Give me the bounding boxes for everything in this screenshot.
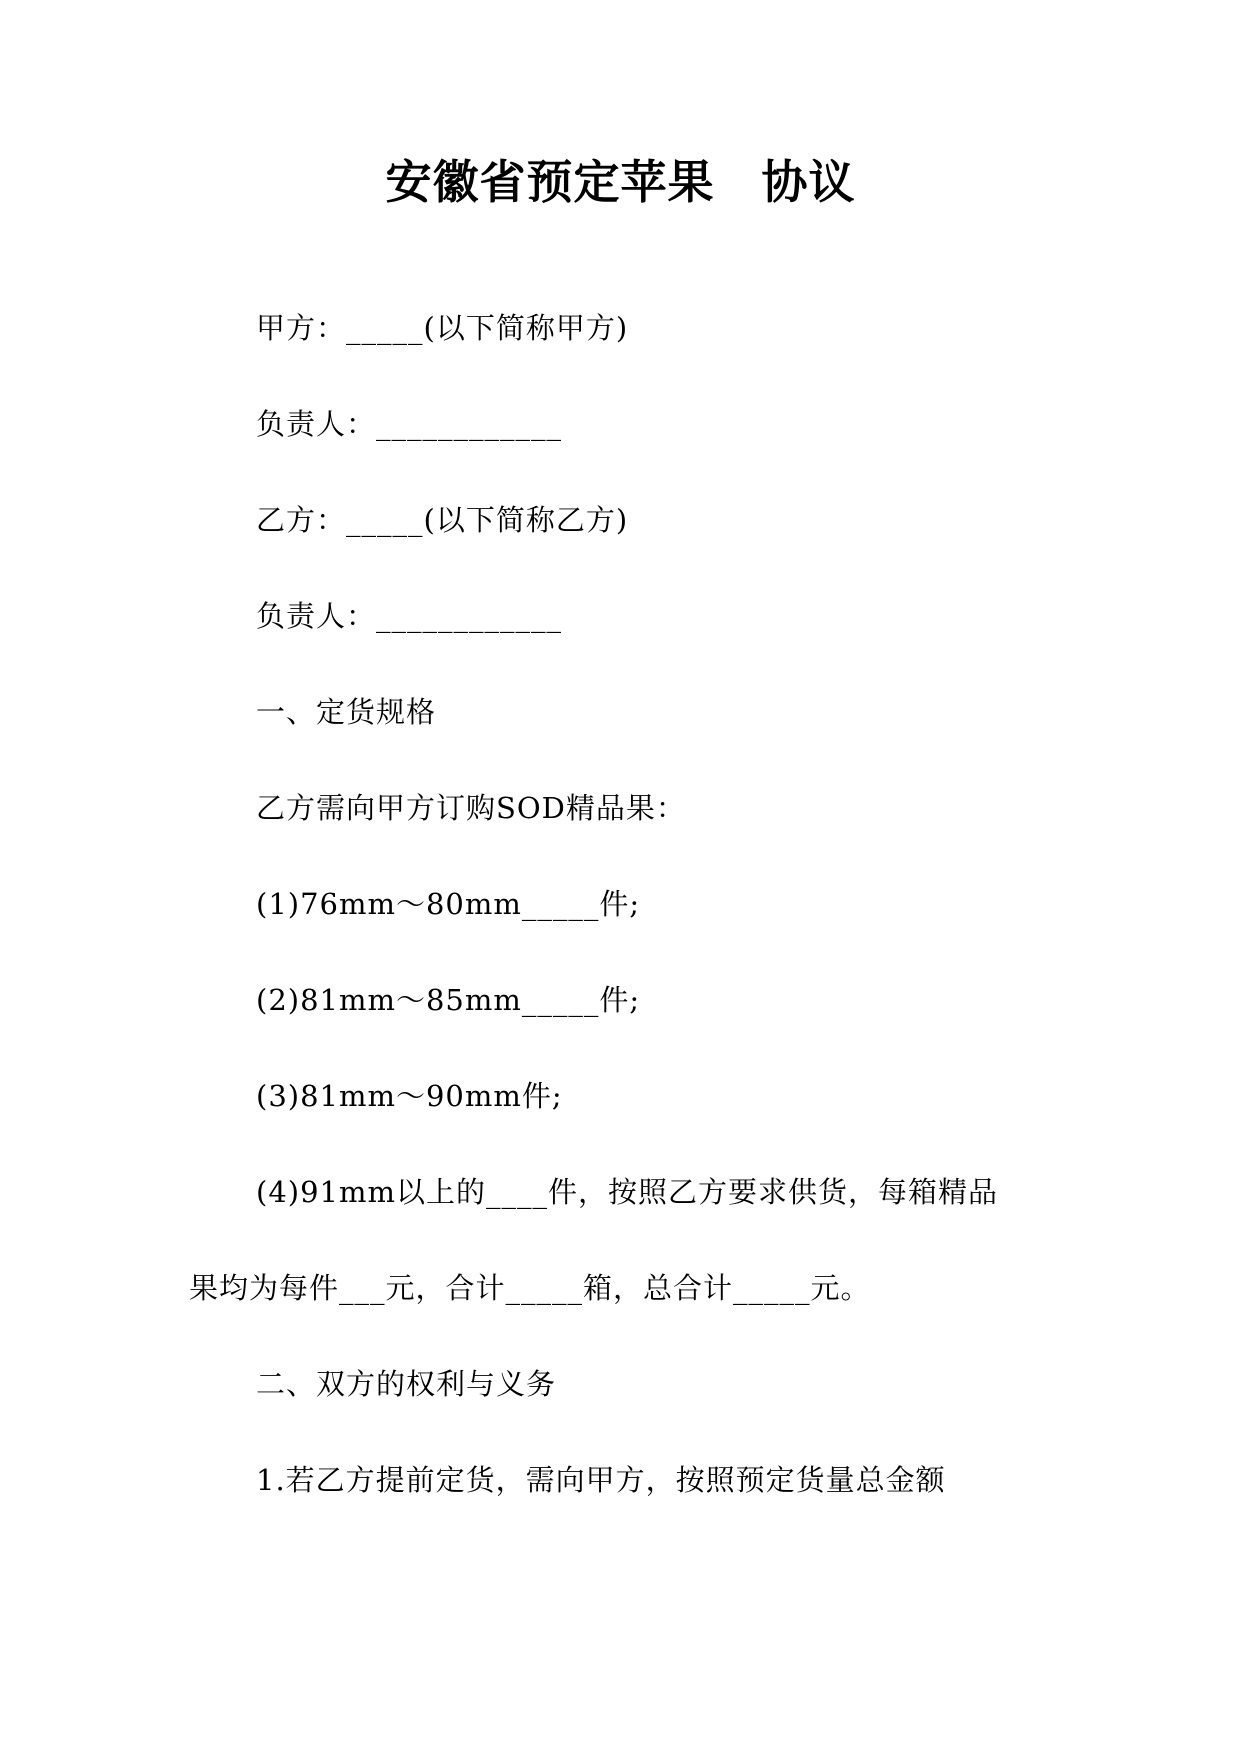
party-b-line: 乙方：_____(以下简称乙方)	[256, 503, 629, 537]
order-intro-line: 乙方需向甲方订购SOD精品果：	[256, 791, 686, 825]
party-a-representative-line: 负责人：____________	[256, 407, 563, 441]
size-item-1: (1)76mm～80mm_____件;	[256, 887, 641, 921]
section-heading-rights: 二、双方的权利与义务	[256, 1367, 557, 1401]
price-total-line: 果均为每件___元，合计_____箱，总合计_____元。	[189, 1271, 871, 1305]
document-title: 安徽省预定苹果 协议	[385, 155, 856, 209]
size-item-4: (4)91mm以上的____件，按照乙方要求供货，每箱精品	[256, 1175, 998, 1209]
party-b-representative-line: 负责人：____________	[256, 599, 563, 633]
clause-1-line: 1.若乙方提前定货，需向甲方，按照预定货量总金额	[256, 1463, 946, 1497]
size-item-3: (3)81mm～90mm件;	[256, 1079, 563, 1113]
size-item-2: (2)81mm～85mm_____件;	[256, 983, 641, 1017]
section-heading-specifications: 一、定货规格	[256, 695, 437, 729]
party-a-line: 甲方：_____(以下简称甲方)	[256, 311, 629, 345]
